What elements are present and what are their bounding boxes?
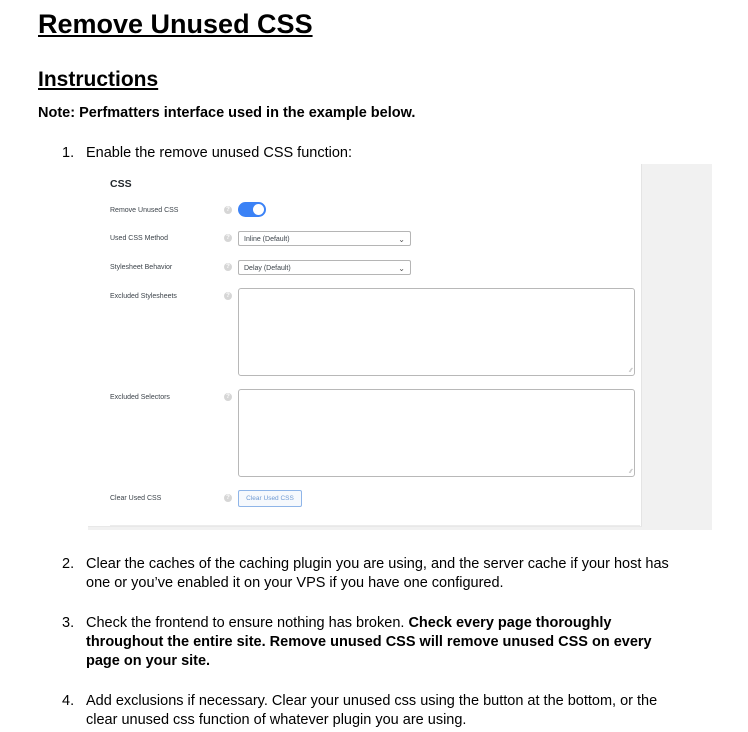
help-icon[interactable]: ? xyxy=(224,393,232,401)
step-2 xyxy=(62,555,682,593)
note-text: Note: Perfmatters interface used in the example below. xyxy=(38,105,416,121)
step-3 xyxy=(62,614,682,671)
help-icon[interactable]: ? xyxy=(224,234,232,242)
step-text xyxy=(86,614,682,671)
stylesheet-behavior-select[interactable] xyxy=(238,260,411,275)
step-text: Enable the remove unused CSS function: xyxy=(86,145,352,161)
resize-handle-icon[interactable]: ∕∕ xyxy=(629,469,632,475)
resize-handle-icon[interactable]: ∕∕ xyxy=(629,368,632,374)
toggle-knob xyxy=(253,204,264,215)
step-text-plain: Check the frontend to ensure nothing has broken. xyxy=(86,615,409,631)
help-icon[interactable]: ? xyxy=(224,494,232,502)
step-number: 1. xyxy=(62,145,75,161)
excluded-selectors-label: Excluded Selectors xyxy=(110,394,170,401)
step-text: Clear the caches of the caching plugin you are using, and the server cache if your host has one or you’ve enabled it on your VPS if you have one configured. xyxy=(86,556,669,591)
chevron-down-icon: ⌄ xyxy=(398,235,405,244)
settings-screenshot xyxy=(88,164,712,530)
chevron-down-icon: ⌄ xyxy=(398,264,405,273)
select-value: Delay (Default) xyxy=(244,265,291,272)
excluded-stylesheets-label: Excluded Stylesheets xyxy=(110,293,177,300)
help-icon[interactable]: ? xyxy=(224,206,232,214)
section-heading: Instructions xyxy=(38,68,159,91)
help-icon[interactable]: ? xyxy=(224,292,232,300)
step-number: 2. xyxy=(62,556,75,572)
step-number: 3. xyxy=(62,615,75,631)
used-css-method-select[interactable] xyxy=(238,231,411,246)
used-css-method-label: Used CSS Method xyxy=(110,235,168,242)
divider xyxy=(110,525,640,526)
clear-used-css-button[interactable]: Clear Used CSS xyxy=(238,490,302,507)
stylesheet-behavior-label: Stylesheet Behavior xyxy=(110,264,173,271)
page-title: Remove Unused CSS xyxy=(38,9,313,39)
step-text: Add exclusions if necessary. Clear your unused css using the button at the bottom, or the clear unused css function of whatever plugin you are using. xyxy=(86,693,658,728)
step-4 xyxy=(62,692,682,730)
excluded-selectors-textarea[interactable] xyxy=(238,389,635,477)
remove-unused-css-label: Remove Unused CSS xyxy=(110,207,179,214)
clear-used-css-label: Clear Used CSS xyxy=(110,495,162,502)
step-number: 4. xyxy=(62,693,75,709)
help-icon[interactable]: ? xyxy=(224,263,232,271)
step-1 xyxy=(62,144,682,163)
excluded-stylesheets-textarea[interactable] xyxy=(238,288,635,376)
step-text-bold: Check every page thoroughly throughout the entire site. Remove unused CSS will remove unused CSS on every page on your site. xyxy=(86,615,652,669)
remove-unused-css-toggle[interactable] xyxy=(238,202,266,217)
settings-card xyxy=(88,164,642,527)
settings-heading: CSS xyxy=(110,178,132,190)
select-value: Inline (Default) xyxy=(244,236,290,243)
